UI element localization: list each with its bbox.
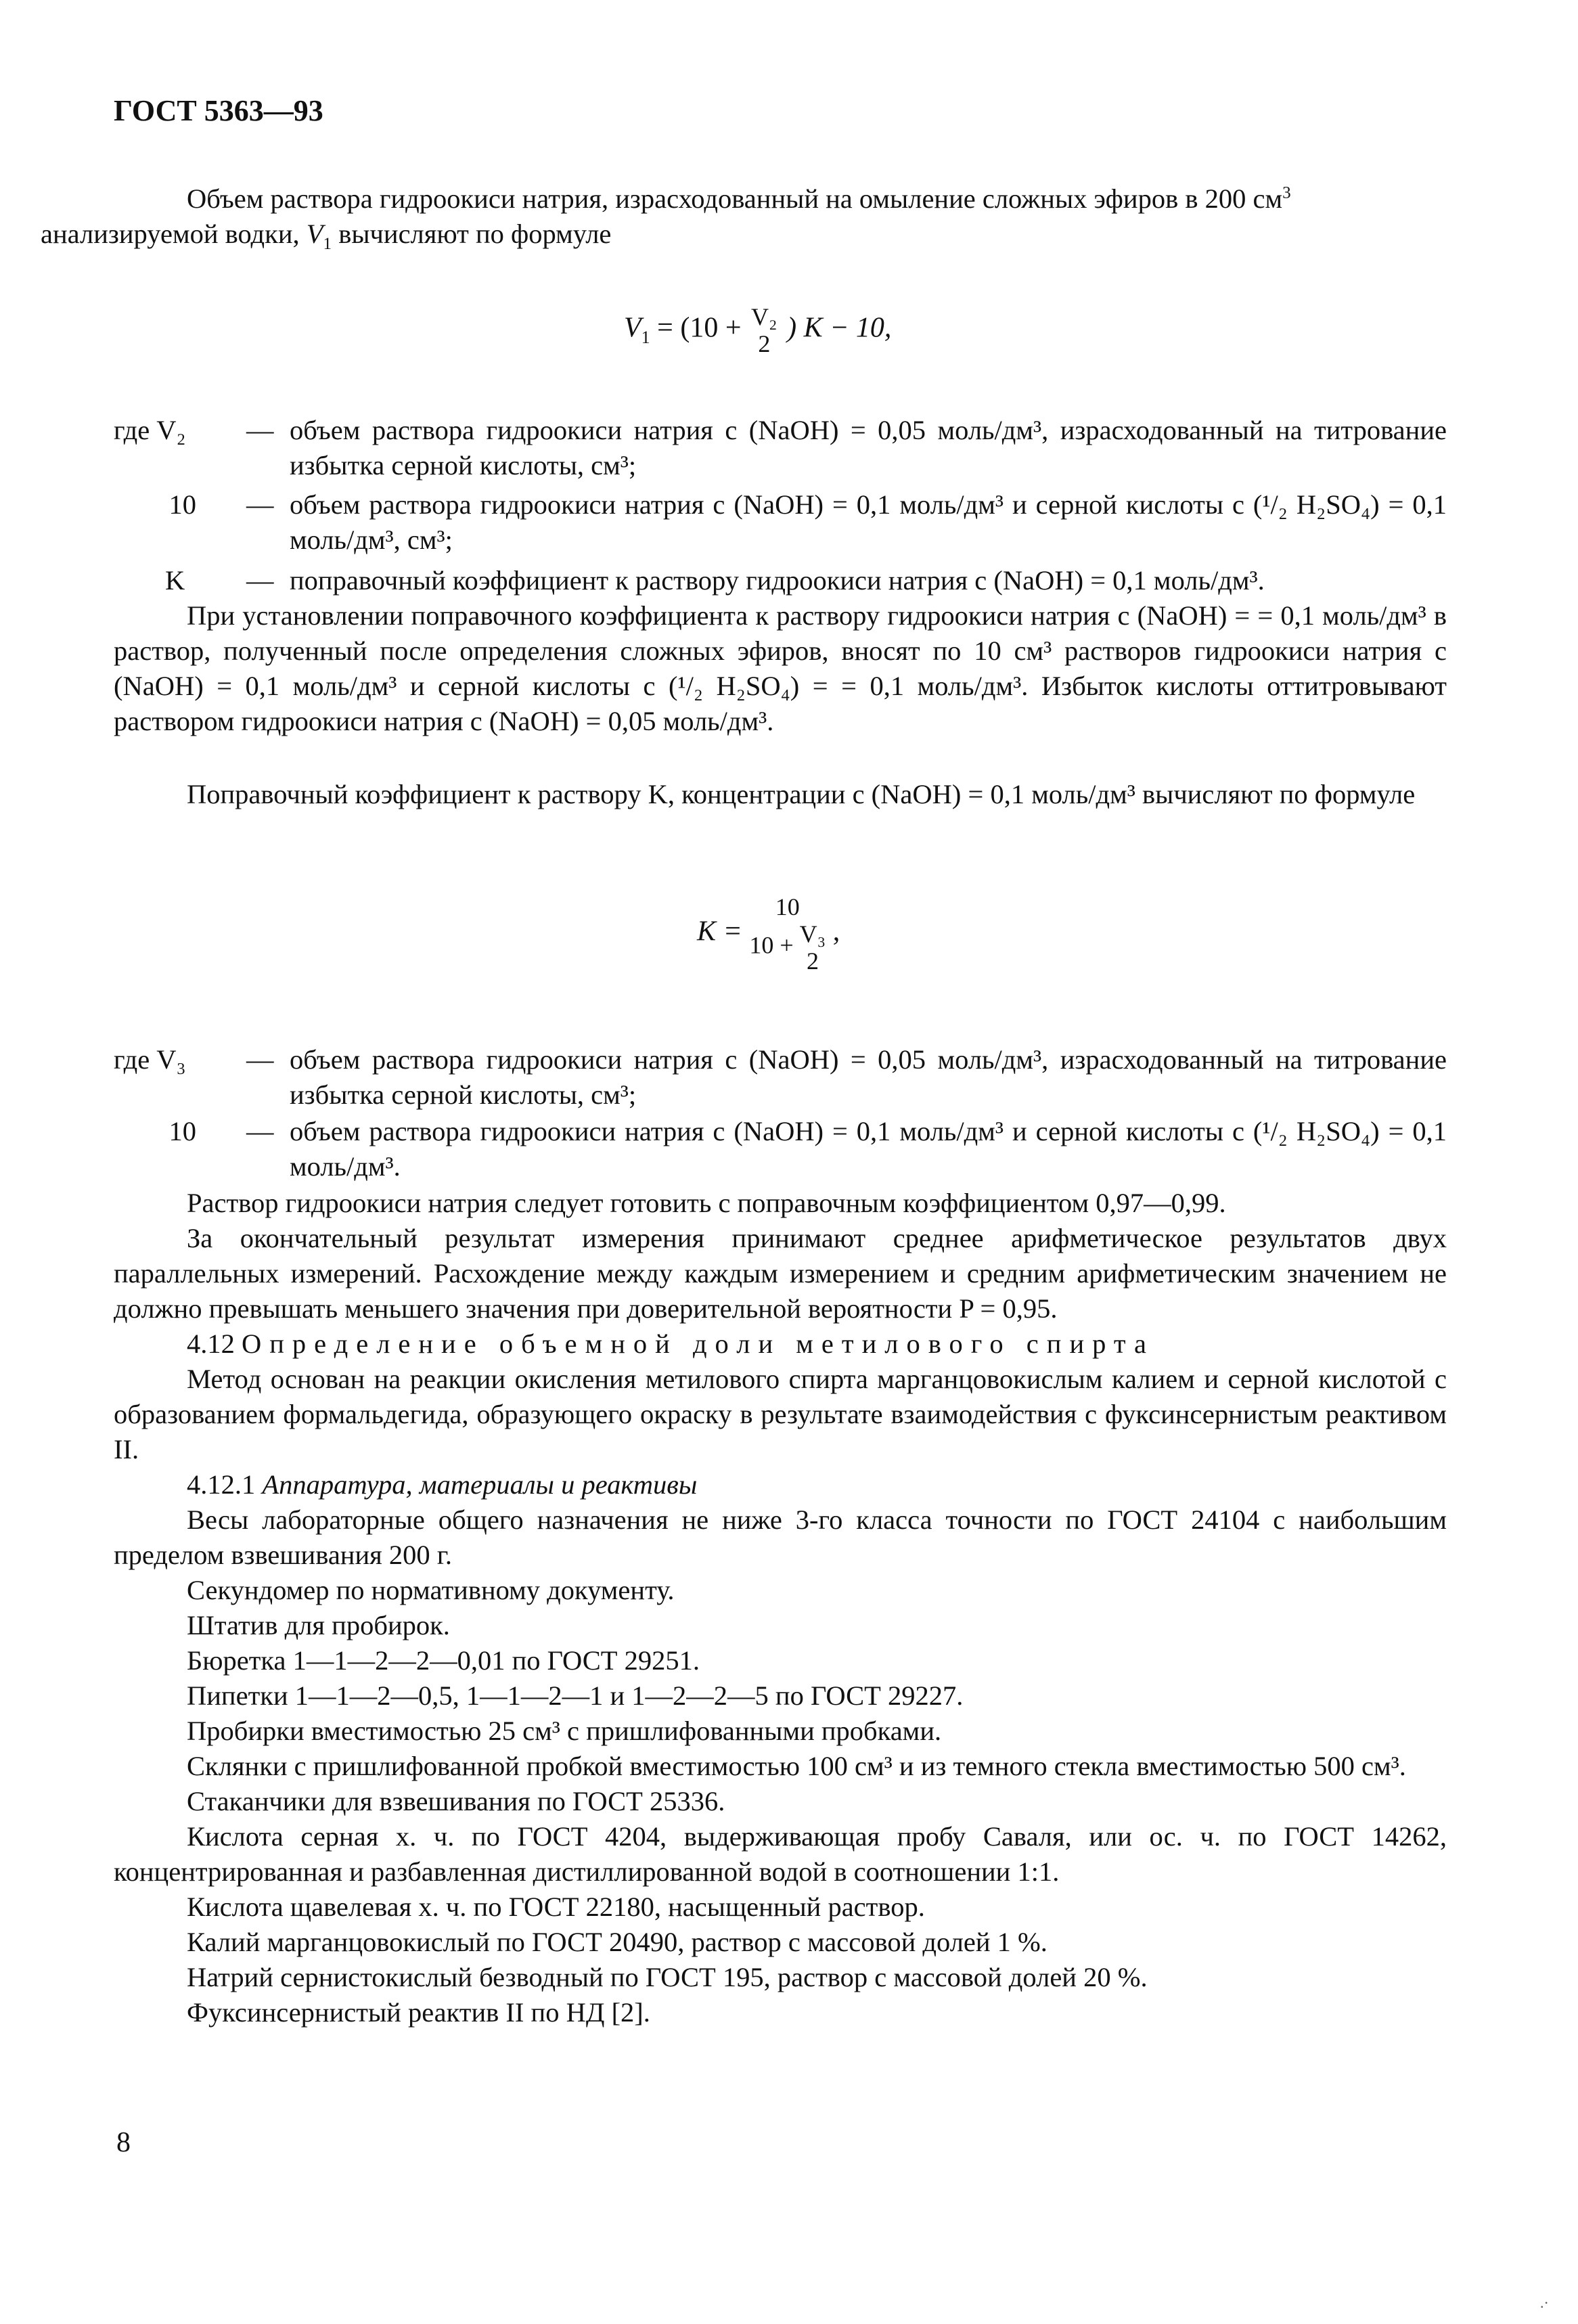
intro-text-b: анализируемой водки,	[41, 219, 300, 249]
scan-mark: .·	[1540, 2294, 1549, 2311]
list-item: Фуксинсернистый реактив II по НД [2].	[187, 1997, 650, 2028]
intro-text-a: Объем раствора гидроокиси натрия, израсходованный на омыление сложных эфиров в 200 см	[187, 183, 1283, 214]
formula-k-fraction: 10 10 + V₃ 2	[749, 893, 826, 975]
definition-v3: где V₃ — объем раствора гидроокиси натрия c (NaOH) = 0,05 моль/дм³, израсходованный на титрование избытка серной кислоты, см³;	[114, 1044, 1447, 1110]
list-item: Склянки с пришлифованной пробкой вместимостью 100 см³ и из темного стекла вместимостью 500 см³.	[187, 1751, 1406, 1781]
formula-v1: $V_1 = (10$ + V₂ 2 ) K − 10,	[624, 303, 892, 357]
standard-header: ГОСТ 5363—93	[114, 94, 323, 127]
body-text: Раствор гидроокиси натрия следует готовить с поправочным коэффициентом 0,97—0,99. За окончательный результат измерения принимают среднее арифметическое результатов двух параллельных измерений. Расхождение между каждым измерением и средним арифметическим значением не должно превышать меньшего значения при доверительной вероятности P = 0,95. 4.12 Определение объемной доли метилового спирта Метод основан на реакции окисления метилового спирта марганцовокислым калием и серной кислотой с образованием формальдегида, образующего окраску в результате взаимодействия с фуксинсернистым реактивом II. 4.12.1 Аппаратура, материалы и реактивы Весы лабораторные общего назначения не ниже 3-го класса точности по ГОСТ 24104 с наибольшим пределом взвешивания 200 г. Секундомер по нормативному документу. Штатив для пробирок. Бюретка 1—1—2—2—0,01 по ГОСТ 29251. Пипетки 1—1—2—0,5, 1—1—2—1 и 1—2—2—5 по ГОСТ 29227. Пробирки вместимостью 25 см³ с пришлифованными пробками. Склянки с пришлифованной пробкой вместимостью 100 см³ и из темного стекла вместимостью 500 см³. Стаканчики для взвешивания по ГОСТ 25336. Кислота серная х. ч. по ГОСТ 4204, выдерживающая пробу Саваля, или ос. ч. по ГОСТ 14262, концентрированная и разбавленная дистиллированной водой в соотношении 1:1. Кислота щавелевая х. ч. по ГОСТ 22180, насыщенный раствор. Калий марганцовокислый по ГОСТ 20490, раствор с массовой долей 1 %. Натрий сернистокислый безводный по ГОСТ 195, раствор с массовой долей 20 %. Фуксинсернистый реактив II по НД [2].	[114, 1186, 1447, 2030]
list-item: Бюретка 1—1—2—2—0,01 по ГОСТ 29251.	[187, 1645, 700, 1676]
list-item: Натрий сернистокислый безводный по ГОСТ 195, раствор с массовой долей 20 %.	[187, 1962, 1148, 1992]
list-item: Пипетки 1—1—2—0,5, 1—1—2—1 и 1—2—2—5 по ГОСТ 29227.	[187, 1680, 964, 1711]
list-item: Калий марганцовокислый по ГОСТ 20490, раствор с массовой долей 1 %.	[187, 1927, 1047, 1957]
list-item: Секундомер по нормативному документу.	[187, 1575, 675, 1605]
page-number: 8	[116, 2127, 131, 2158]
list-item: Весы лабораторные общего назначения не ниже 3-го класса точности по ГОСТ 24104 с наибольшим пределом взвешивания 200 г.	[114, 1504, 1447, 1570]
intro-paragraph: Объем раствора гидроокиси натрия, израсходованный на омыление сложных эфиров в 200 $см^3$ анализируемой водки, $V_1$ вычисляют по формуле	[41, 183, 1291, 254]
list-item: Кислота серная х. ч. по ГОСТ 4204, выдерживающая пробу Саваля, или ос. ч. по ГОСТ 14262, концентрированная и разбавленная дистиллированной водой в соотношении 1:1.	[114, 1821, 1447, 1887]
formula-k: K = 10 10 + V₃ 2 ,	[697, 893, 840, 975]
list-item: Пробирки вместимостью 25 см³ с пришлифованными пробками.	[187, 1716, 942, 1746]
paragraph-k-setup: При установлении поправочного коэффициента к раствору гидроокиси натрия c (NaOH) = = 0,1 моль/дм³ в раствор, полученный после определения сложных эфиров, вносят по 10 см³ растворов гидроокиси натрия c (NaOH) = 0,1 моль/дм³ и серной кислоты c (¹/₂ H₂SO₄) = = 0,1 моль/дм³. Избыток кислоты оттитровывают раствором гидроокиси натрия c (NaOH) = 0,05 моль/дм³.	[114, 600, 1447, 736]
definition-10b: 10 — объем раствора гидроокиси натрия c (NaOH) = 0,1 моль/дм³ и серной кислоты c (¹/₂ H₂SO₄) = 0,1 моль/дм³.	[168, 1116, 1447, 1182]
paragraph-k-formula: Поправочный коэффициент к раствору K, концентрации c (NaOH) = 0,1 моль/дм³ вычисляют по формуле	[187, 779, 1416, 809]
list-item: Штатив для пробирок.	[187, 1610, 450, 1640]
definition-10: 10 — объем раствора гидроокиси натрия c (NaOH) = 0,1 моль/дм³ и серной кислоты c (¹/₂ H₂SO₄) = 0,1 моль/дм³, см³;	[168, 489, 1447, 555]
subsection-heading: 4.12.1 Аппаратура, материалы и реактивы	[187, 1469, 698, 1500]
intro-text-c: вычисляют по формуле	[338, 219, 612, 249]
definition-v2: где V₂ — объем раствора гидроокиси натрия c (NaOH) = 0,05 моль/дм³, израсходованный на титрование избытка серной кислоты, см³;	[114, 415, 1447, 481]
list-item: Кислота щавелевая х. ч. по ГОСТ 22180, насыщенный раствор.	[187, 1892, 925, 1922]
definition-k: K — поправочный коэффициент к раствору гидроокиси натрия c (NaOH) = 0,1 моль/дм³.	[165, 565, 1265, 596]
section-heading: 4.12 Определение объемной доли метилового спирта	[187, 1328, 1154, 1359]
formula-v1-fraction: V₂ 2	[751, 303, 777, 357]
list-item: Стаканчики для взвешивания по ГОСТ 25336.	[187, 1786, 725, 1816]
